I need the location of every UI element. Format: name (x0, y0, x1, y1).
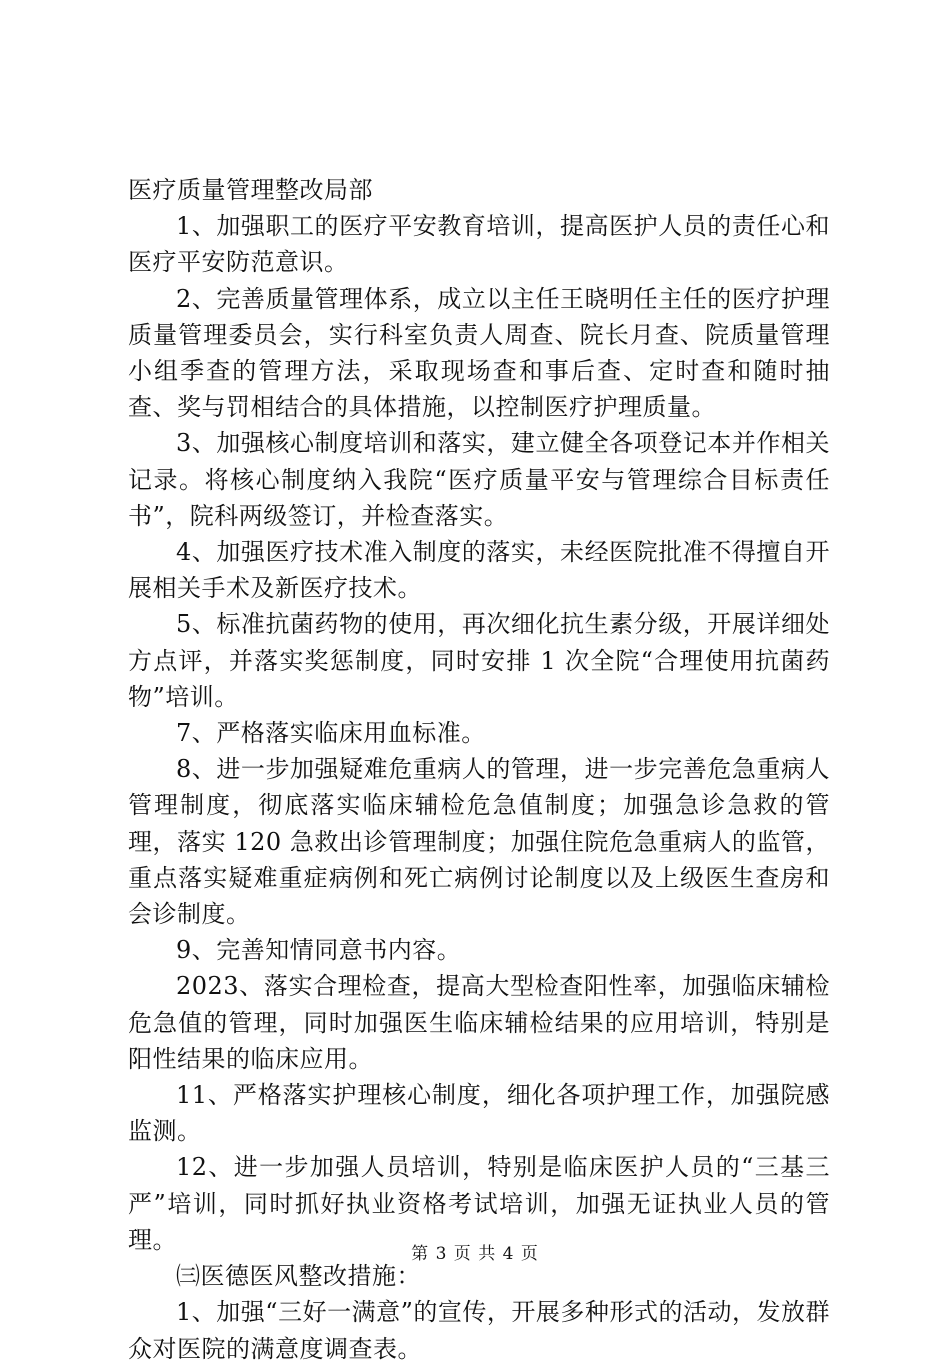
paragraph-item-9: 9、完善知情同意书内容。 (176, 936, 462, 965)
paragraph-item-5: 5、标准抗菌药物的使用，再次细化抗生素分级，开展详细处方点评，并落实奖惩制度，同时安排 1 次全院“合理使用抗菌药物”培训。 (128, 610, 830, 711)
paragraph-item-2: 2、完善质量管理体系，成立以主任王晓明任主任的医疗护理质量管理委员会，实行科室负责人周查、院长月查、院质量管理小组季查的管理方法，采取现场查和事后查、定时查和随时抽查、奖与罚相结合的具体措施，以控制医疗护理质量。 (128, 284, 830, 422)
paragraph-item-7: 7、严格落实临床用血标准。 (176, 719, 486, 748)
paragraph-item-3: 3、加强核心制度培训和落实，建立健全各项登记本并作相关记录。将核心制度纳入我院“医疗质量平安与管理综合目标责任书”，院科两级签订，并检查落实。 (128, 429, 830, 530)
paragraph-item-2023: 2023、落实合理检查，提高大型检查阳性率，加强临床辅检危急值的管理，同时加强医生临床辅检结果的应用培训，特别是阳性结果的临床应用。 (128, 972, 830, 1073)
paragraph-item-4: 4、加强医疗技术准入制度的落实，未经医院批准不得擅自开展相关手术及新医疗技术。 (128, 538, 830, 603)
page-footer: 第 3 页 共 4 页 (411, 1244, 539, 1264)
paragraph-item-ethics-1: 1、加强“三好一满意”的宣传，开展多种形式的活动，发放群众对医院的满意度调查表。 (128, 1298, 830, 1363)
paragraph-item-8: 8、进一步加强疑难危重病人的管理，进一步完善危急重病人管理制度，彻底落实临床辅检危急值制度；加强急诊急救的管理，落实 120 急救出诊管理制度；加强住院危急重病人的监管，重点落实疑难重症病例和死亡病例讨论制度以及上级医生查房和会诊制度。 (128, 755, 830, 929)
paragraph-item-11: 11、严格落实护理核心制度，细化各项护理工作，加强院感监测。 (128, 1081, 830, 1146)
paragraph-item-1: 1、加强职工的医疗平安教育培训，提高医护人员的责任心和医疗平安防范意识。 (128, 212, 830, 277)
section-heading: 医疗质量管理整改局部 (128, 176, 373, 204)
subsection-heading: ㈢医德医风整改措施： (176, 1262, 421, 1291)
document-body (128, 172, 830, 1367)
paragraph-item-12: 12、进一步加强人员培训，特别是临床医护人员的“三基三严”培训，同时抓好执业资格考试培训，加强无证执业人员的管理。 (128, 1153, 830, 1254)
